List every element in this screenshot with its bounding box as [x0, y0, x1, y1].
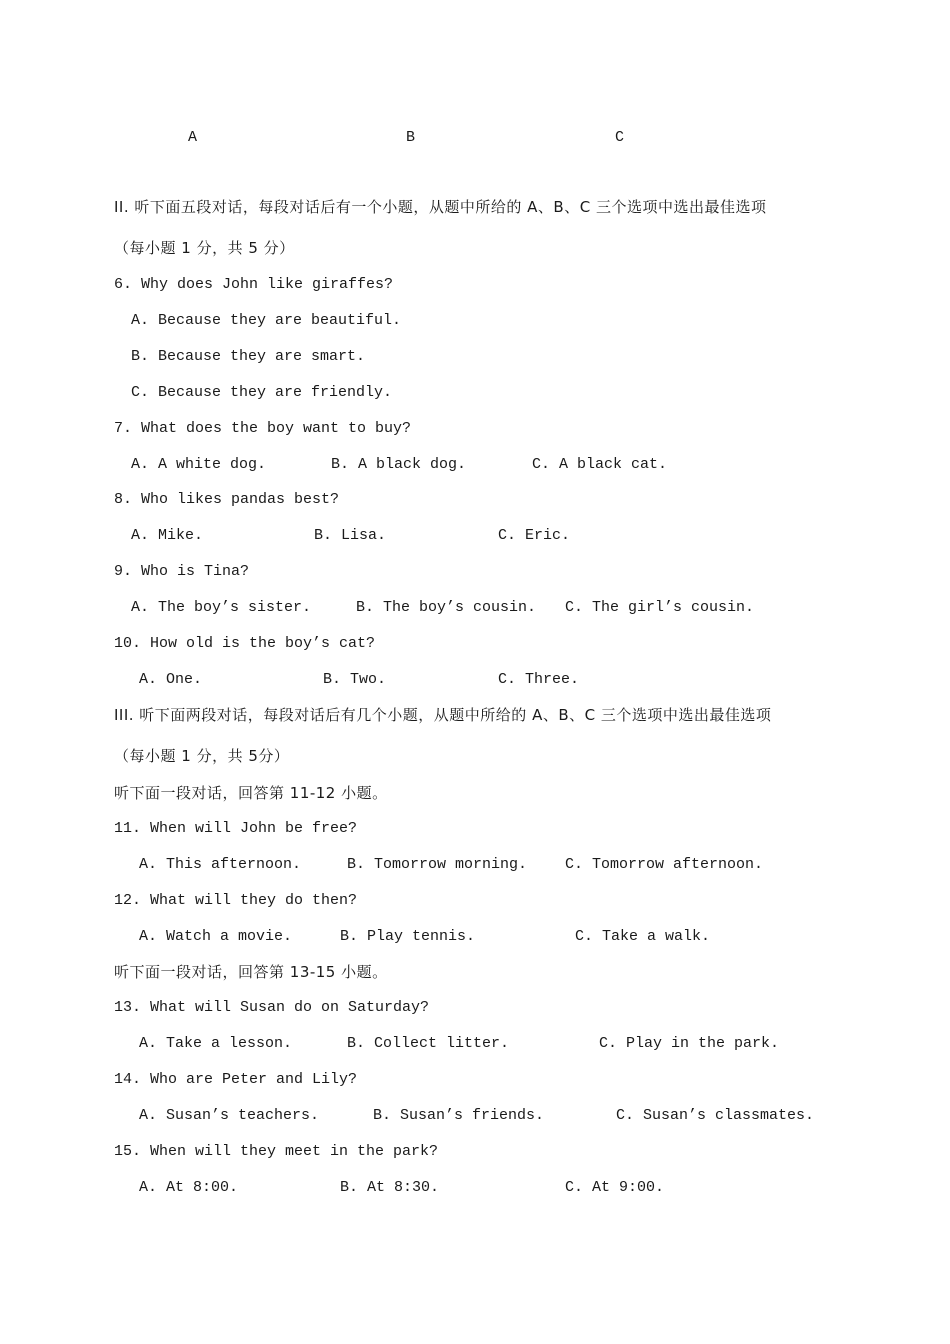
question-9-option-b[interactable]: B. The boy’s cousin.: [356, 599, 537, 616]
question-10-option-b[interactable]: B. Two.: [323, 671, 387, 688]
picture-label-b: B: [406, 129, 416, 146]
question-13-option-c[interactable]: C. Play in the park.: [599, 1035, 780, 1052]
question-12-option-c[interactable]: C. Take a walk.: [575, 928, 711, 945]
question-9-stem: 9. Who is Tina?: [114, 563, 250, 580]
question-13-option-a[interactable]: A. Take a lesson.: [139, 1035, 293, 1052]
question-9-option-a[interactable]: A. The boy’s sister.: [131, 599, 312, 616]
dialogue-2-intro: 听下面一段对话，回答第 13-15 小题。: [114, 963, 388, 981]
dialogue-1-intro: 听下面一段对话，回答第 11-12 小题。: [114, 784, 388, 802]
question-10-stem: 10. How old is the boy’s cat?: [114, 635, 376, 652]
question-12-option-a[interactable]: A. Watch a movie.: [139, 928, 293, 945]
question-8-option-b[interactable]: B. Lisa.: [314, 527, 387, 544]
question-7-option-a[interactable]: A. A white dog.: [131, 456, 267, 473]
question-9-option-c[interactable]: C. The girl’s cousin.: [565, 599, 755, 616]
question-10-option-c[interactable]: C. Three.: [498, 671, 580, 688]
section-3-note: （每小题 1 分，共 5分）: [114, 747, 290, 765]
question-8-option-a[interactable]: A. Mike.: [131, 527, 204, 544]
question-7-option-c[interactable]: C. A black cat.: [532, 456, 668, 473]
picture-label-a: A: [188, 129, 198, 146]
question-11-option-a[interactable]: A. This afternoon.: [139, 856, 302, 873]
question-13-option-b[interactable]: B. Collect litter.: [347, 1035, 510, 1052]
picture-label-c: C: [615, 129, 625, 146]
question-15-option-b[interactable]: B. At 8:30.: [340, 1179, 440, 1196]
question-12-option-b[interactable]: B. Play tennis.: [340, 928, 476, 945]
question-11-option-c[interactable]: C. Tomorrow afternoon.: [565, 856, 764, 873]
question-12-stem: 12. What will they do then?: [114, 892, 358, 909]
question-8-option-c[interactable]: C. Eric.: [498, 527, 571, 544]
question-15-option-a[interactable]: A. At 8:00.: [139, 1179, 239, 1196]
question-10-option-a[interactable]: A. One.: [139, 671, 203, 688]
question-14-stem: 14. Who are Peter and Lily?: [114, 1071, 358, 1088]
question-6-stem: 6. Why does John like giraffes?: [114, 276, 394, 293]
question-6-option-b[interactable]: B. Because they are smart.: [131, 348, 366, 365]
question-7-option-b[interactable]: B. A black dog.: [331, 456, 467, 473]
question-15-stem: 15. When will they meet in the park?: [114, 1143, 439, 1160]
question-11-option-b[interactable]: B. Tomorrow morning.: [347, 856, 528, 873]
question-13-stem: 13. What will Susan do on Saturday?: [114, 999, 430, 1016]
question-6-option-c[interactable]: C. Because they are friendly.: [131, 384, 393, 401]
section-3-heading: III. 听下面两段对话，每段对话后有几个小题，从题中所给的 A、B、C 三个选项中选出最佳选项: [114, 706, 772, 724]
question-8-stem: 8. Who likes pandas best?: [114, 491, 340, 508]
section-2-heading: II. 听下面五段对话，每段对话后有一个小题，从题中所给的 A、B、C 三个选项中选出最佳选项: [114, 198, 767, 216]
question-14-option-b[interactable]: B. Susan’s friends.: [373, 1107, 545, 1124]
question-11-stem: 11. When will John be free?: [114, 820, 358, 837]
question-14-option-c[interactable]: C. Susan’s classmates.: [616, 1107, 815, 1124]
question-14-option-a[interactable]: A. Susan’s teachers.: [139, 1107, 320, 1124]
question-7-stem: 7. What does the boy want to buy?: [114, 420, 412, 437]
section-2-note: （每小题 1 分，共 5 分）: [114, 239, 295, 257]
question-15-option-c[interactable]: C. At 9:00.: [565, 1179, 665, 1196]
question-6-option-a[interactable]: A. Because they are beautiful.: [131, 312, 402, 329]
